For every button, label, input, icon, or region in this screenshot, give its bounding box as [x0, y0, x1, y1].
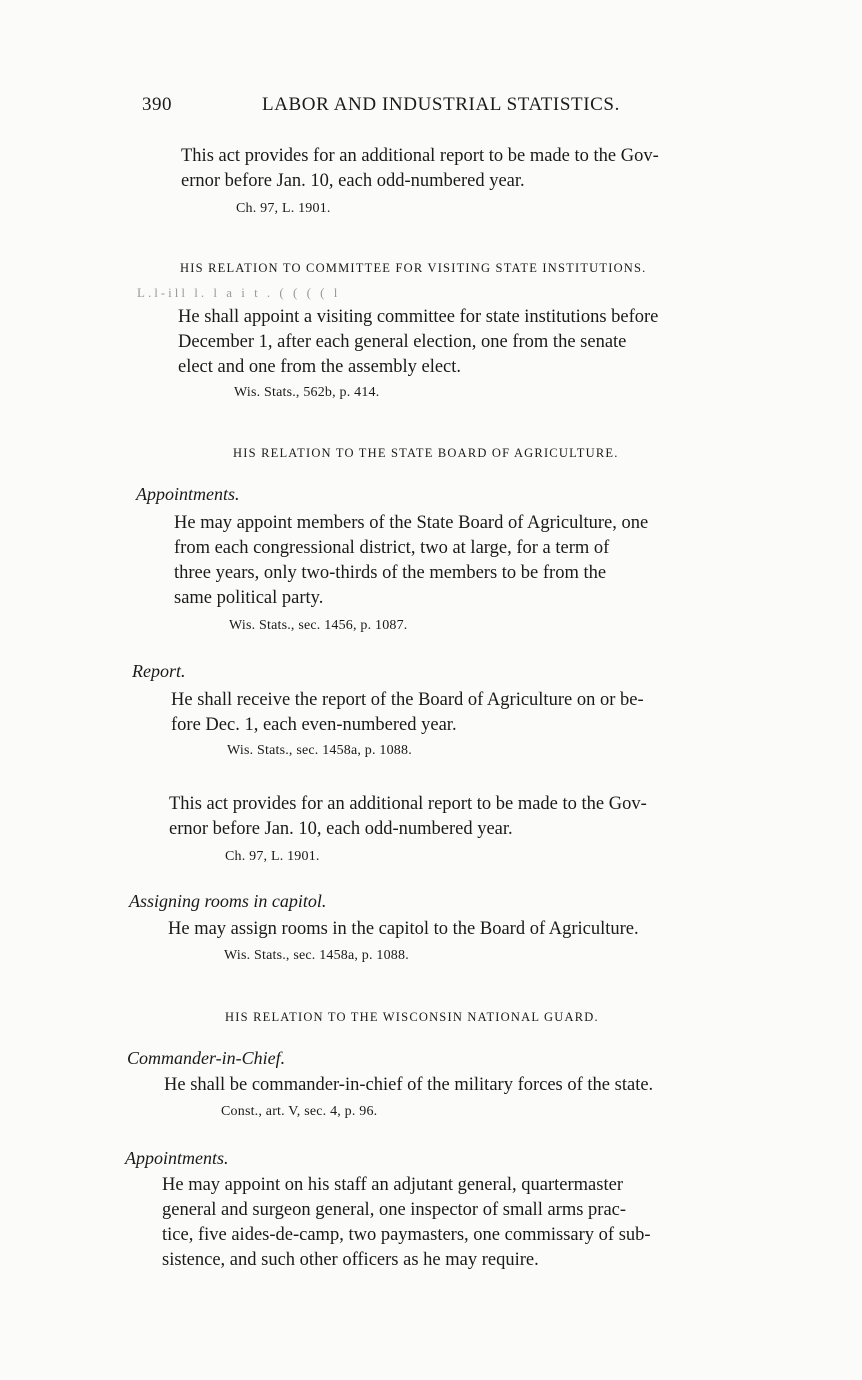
paragraph-line: elect and one from the assembly elect.: [178, 357, 462, 377]
paragraph-line: He shall receive the report of the Board of Agriculture on or be-: [171, 690, 644, 710]
running-title: LABOR AND INDUSTRIAL STATISTICS.: [262, 94, 620, 115]
paragraph-staff-appointments: [162, 1173, 771, 1273]
paragraph-line: from each congressional district, two at large, for a term of: [174, 538, 610, 558]
citation: Wis. Stats., sec. 1458a, p. 1088.: [224, 948, 409, 963]
paragraph-additional-report: [181, 144, 790, 194]
paragraph-commander-in-chief: [164, 1073, 776, 1098]
subheading-commander-in-chief: Commander-in-Chief.: [127, 1048, 286, 1068]
citation: Ch. 97, L. 1901.: [236, 201, 331, 216]
paragraph-line: This act provides for an additional report to be made to the Gov-: [181, 146, 659, 166]
subheading-assigning-rooms: Assigning rooms in capitol.: [129, 891, 327, 911]
section-heading-board-of-agriculture: HIS RELATION TO THE STATE BOARD OF AGRICULTURE.: [233, 446, 619, 460]
paragraph-line: general and surgeon general, one inspector of small arms prac-: [162, 1200, 627, 1220]
paragraph-line: three years, only two-thirds of the members to be from the: [174, 563, 607, 583]
paragraph-agriculture-appointments: [174, 511, 783, 611]
paragraph-line: December 1, after each general election, one from the senate: [178, 332, 627, 352]
subheading-appointments: Appointments.: [136, 484, 240, 504]
paragraph-additional-report-2: [169, 792, 778, 842]
subheading-appointments-staff: Appointments.: [125, 1148, 229, 1168]
paragraph-line: same political party.: [174, 588, 324, 608]
paragraph-line: tice, five aides-de-camp, two paymasters, one commissary of sub-: [162, 1225, 651, 1245]
paragraph-line: ernor before Jan. 10, each odd-numbered year.: [181, 171, 525, 191]
paragraph-line: This act provides for an additional report to be made to the Gov-: [169, 794, 647, 814]
paragraph-agriculture-report: [171, 688, 780, 738]
citation: Wis. Stats., 562b, p. 414.: [234, 385, 380, 400]
section-heading-visiting-committee: HIS RELATION TO COMMITTEE FOR VISITING STATE INSTITUTIONS.: [180, 261, 647, 275]
paragraph-line: He shall be commander-in-chief of the military forces of the state.: [164, 1075, 654, 1095]
paragraph-line: sistence, and such other officers as he may require.: [162, 1250, 539, 1270]
paragraph-assigning-rooms: [168, 917, 777, 942]
page-number: 390: [142, 94, 172, 115]
subheading-report: Report.: [132, 661, 186, 681]
citation: Wis. Stats., sec. 1456, p. 1087.: [229, 618, 408, 633]
paragraph-line: He may appoint on his staff an adjutant general, quartermaster: [162, 1175, 623, 1195]
paragraph-line: ernor before Jan. 10, each odd-numbered year.: [169, 819, 513, 839]
citation: Wis. Stats., sec. 1458a, p. 1088.: [227, 743, 412, 758]
paragraph-line: He may assign rooms in the capitol to the Board of Agriculture.: [168, 919, 639, 939]
paragraph-line: He shall appoint a visiting committee for state institutions before: [178, 307, 659, 327]
paragraph-line: fore Dec. 1, each even-numbered year.: [171, 715, 457, 735]
faint-offset-text: L.l-ill l. l a i t . ( ( ( ( l: [137, 285, 341, 300]
section-heading-national-guard: HIS RELATION TO THE WISCONSIN NATIONAL GUARD.: [225, 1010, 599, 1024]
citation: Const., art. V, sec. 4, p. 96.: [221, 1104, 378, 1119]
paragraph-visiting-committee: [178, 305, 787, 380]
paragraph-line: He may appoint members of the State Board of Agriculture, one: [174, 513, 649, 533]
citation: Ch. 97, L. 1901.: [225, 849, 320, 864]
